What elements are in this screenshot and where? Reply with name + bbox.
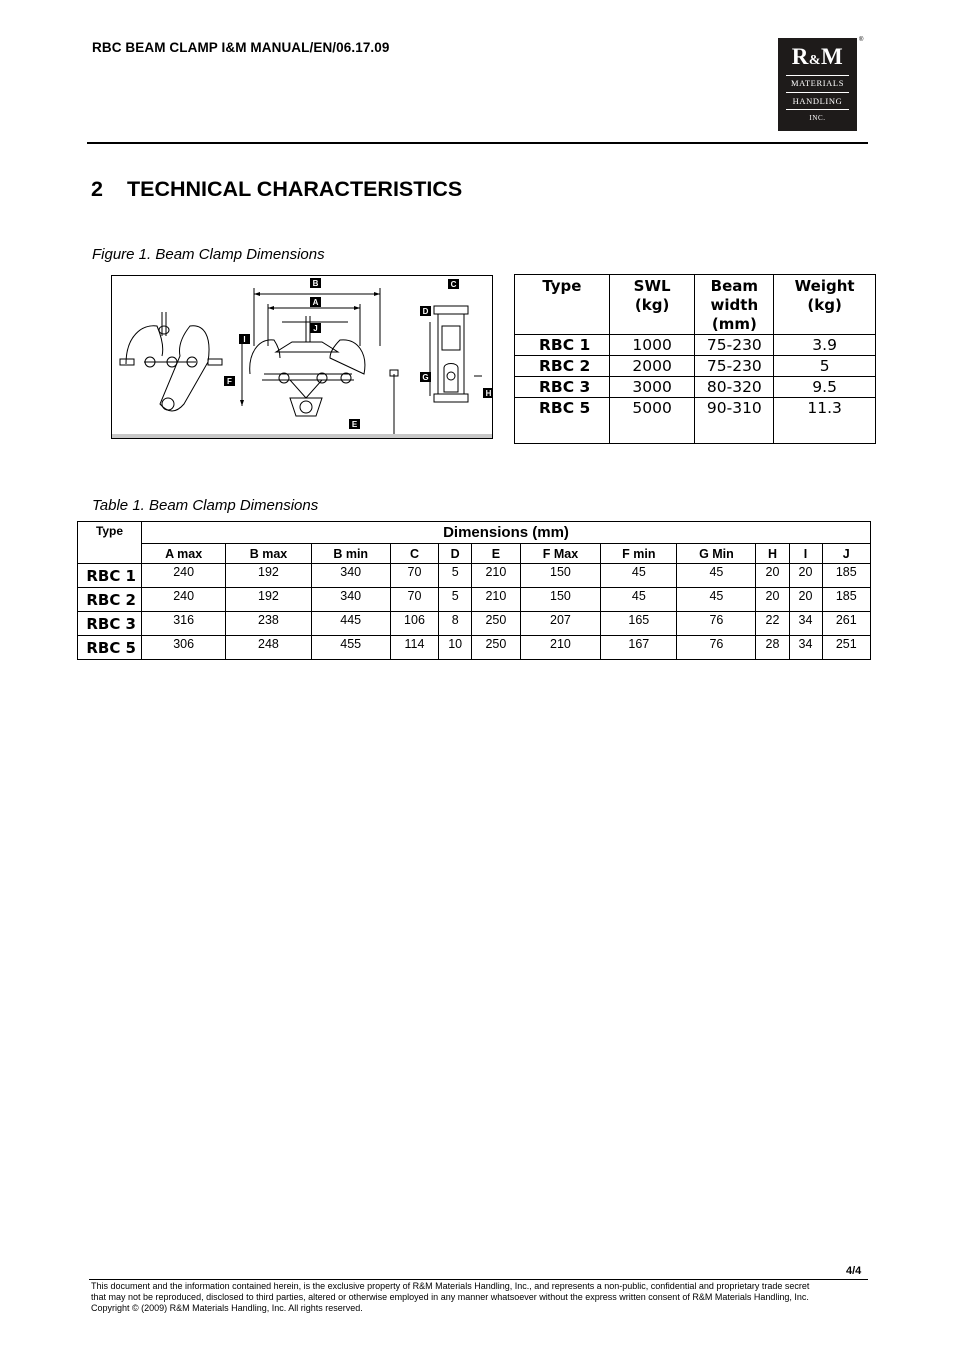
logo-monogram: R&M [791,44,844,69]
spec-header-weight: Weight (kg) [774,275,876,335]
table-caption: Table 1. Beam Clamp Dimensions [92,497,319,514]
spec-table [514,274,876,444]
table-row: RBC 2 2000 75-230 5 [515,356,876,377]
label-a: A [312,298,319,307]
label-g: G [422,373,429,382]
spec-header-swl: SWL (kg) [609,275,695,335]
figure-caption: Figure 1. Beam Clamp Dimensions [92,246,325,263]
label-f: F [227,377,232,386]
document-title: RBC BEAM CLAMP I&M MANUAL/EN/06.17.09 [92,40,390,55]
table-row: RBC 3 3000 80-320 9.5 [515,377,876,398]
spec-header-beam-width: Beam width (mm) [695,275,774,335]
label-h: H [485,389,492,398]
label-e: E [351,420,358,429]
logo-materials: MATERIALS [790,78,845,88]
beam-clamp-drawing [112,276,492,438]
label-d: D [422,307,429,316]
header-divider [87,142,868,144]
legal-footer: This document and the information contained herein, is the exclusive property of R&M Materials Handling, Inc., and represents a non-public, confidential and proprietary trade secret that may not be reproduced, disclosed to third parties, altered or otherwise employed in any manner whatsoever without the express written consent of R&M Materials Handling, Inc. Copyright © (2009) R&M Materials Handling, Inc. All rights reserved. [91,1281,810,1313]
registered-mark: ® [859,37,864,43]
dims-header-group: Dimensions (mm) [142,522,871,544]
label-i: I [243,335,246,344]
table-row: RBC 5 306 248 455 114 10 250 210 167 76 28 34 251 [78,636,871,660]
section-heading: 2 TECHNICAL CHARACTERISTICS [91,177,463,201]
dims-group-row [78,522,871,544]
footer-divider [89,1279,868,1280]
table-row: RBC 3 316 238 445 106 8 250 207 165 76 22 34 261 [78,612,871,636]
logo-inc: INC. [809,114,826,122]
spec-header-row [515,275,876,335]
label-c: C [450,280,457,289]
dimensions-table [77,521,871,660]
logo-handling: HANDLING [792,96,843,106]
beam-clamp-diagram [111,275,493,439]
label-b: B [312,279,319,288]
table-row: RBC 2 240 192 340 70 5 210 150 45 45 20 20 185 [78,588,871,612]
label-j: J [313,324,318,333]
table-row: RBC 1 240 192 340 70 5 210 150 45 45 20 20 185 [78,564,871,588]
dims-header-type: Type [78,522,142,564]
spec-header-type: Type [515,275,610,335]
table-row: RBC 5 5000 90-310 11.3 [515,398,876,444]
table-row: RBC 1 1000 75-230 3.9 [515,335,876,356]
rm-logo [778,38,857,131]
dims-column-row: A max B max B min C D E F Max F min G Min H I J [78,544,871,564]
page-number: 4/4 [846,1265,862,1277]
